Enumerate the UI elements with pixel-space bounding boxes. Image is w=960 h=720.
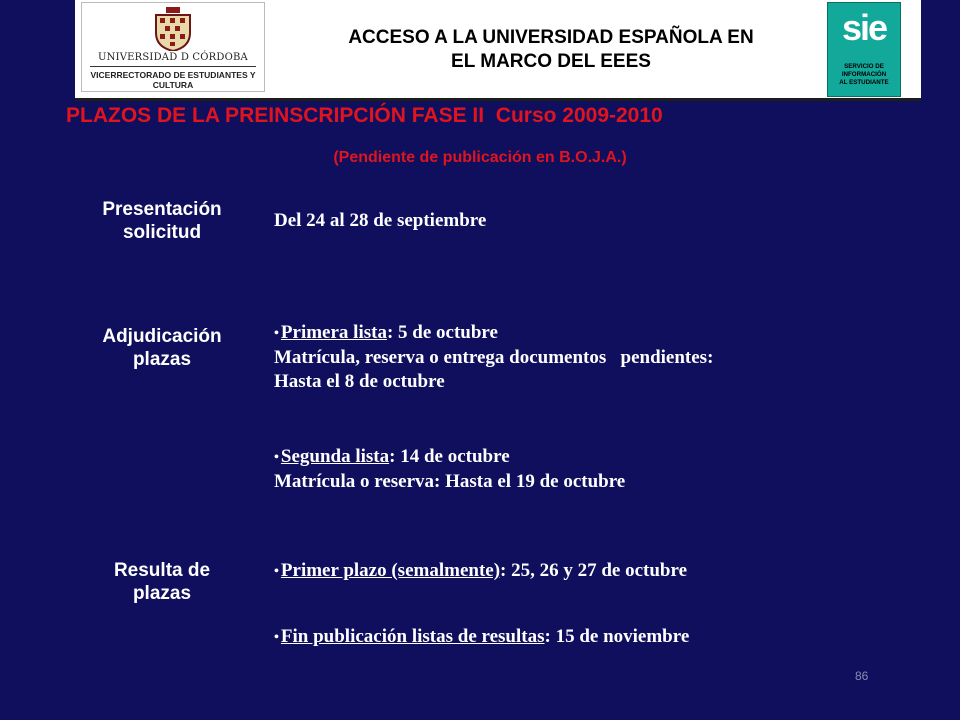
sie-logo — [827, 2, 901, 97]
slide-title — [66, 104, 846, 128]
value-resulta-second — [274, 625, 914, 650]
value-adjudicacion-first — [274, 321, 914, 394]
sie-caption-line2: INFORMACIÓN — [841, 71, 887, 78]
label-line: plazas — [132, 349, 192, 370]
fin-publicacion-label: Fin publicación listas de resultas — [280, 626, 545, 647]
slide-title-course: Curso 2009-2010 — [495, 104, 663, 127]
bullet-icon: • — [274, 563, 279, 579]
value-adjudicacion-second — [274, 445, 914, 494]
label-adjudicacion — [64, 325, 260, 371]
fin-publicacion-date: : 15 de noviembre — [544, 626, 690, 647]
value-presentacion: Del 24 al 28 de septiembre — [274, 210, 487, 231]
label-resulta — [64, 559, 260, 605]
segunda-lista-detail: Matrícula o reserva: Hasta el 19 de octubre — [274, 470, 626, 492]
bullet-icon: • — [274, 325, 279, 341]
bullet-icon: • — [274, 449, 279, 465]
logo-divider — [90, 66, 256, 67]
segunda-lista-label: Segunda lista — [280, 446, 390, 467]
sie-caption-line3: AL ESTUDIANTE — [839, 79, 889, 86]
header-title-line1: ACCESO A LA UNIVERSIDAD ESPAÑOLA EN — [348, 27, 754, 48]
sie-logo-text: sie — [841, 7, 887, 48]
segunda-lista-date: : 14 de octubre — [389, 446, 510, 467]
primer-plazo-dates: : 25, 26 y 27 de octubre — [500, 560, 688, 581]
label-line: Resulta de — [113, 560, 211, 581]
label-line: solicitud — [122, 222, 202, 243]
university-name: UNIVERSIDAD D CÓRDOBA — [98, 52, 248, 63]
sie-caption-line1: SERVICIO DE — [844, 63, 884, 70]
slide-subtitle: (Pendiente de publicación en B.O.J.A.) — [333, 149, 627, 166]
university-crest-icon — [154, 7, 192, 51]
header-title-line2: EL MARCO DEL EEES — [451, 51, 651, 72]
primer-plazo-label: Primer plazo (semalmente) — [280, 560, 501, 581]
primera-lista-deadline: Hasta el 8 de octubre — [274, 370, 445, 392]
label-line: Adjudicación — [102, 326, 222, 347]
header-bar — [75, 0, 921, 101]
sie-logo-caption — [830, 63, 898, 87]
university-logo — [81, 2, 265, 92]
vicerrectorado-name: VICERRECTORADO DE ESTUDIANTES Y CULTURA — [90, 70, 256, 90]
primera-lista-label: Primera lista — [280, 322, 387, 343]
primera-lista-detail: Matrícula, reserva o entrega documentos pendientes: — [274, 346, 714, 368]
header-title — [271, 26, 831, 74]
value-resulta-first — [274, 559, 914, 584]
slide-number: 86 — [855, 669, 869, 683]
label-presentacion — [64, 198, 260, 244]
primera-lista-date: : 5 de octubre — [386, 322, 498, 343]
label-line: plazas — [132, 583, 192, 604]
label-line: Presentación — [102, 199, 222, 220]
bullet-icon: • — [274, 629, 279, 645]
slide-title-main: PLAZOS DE LA PREINSCRIPCIÓN FASE II — [66, 104, 485, 127]
